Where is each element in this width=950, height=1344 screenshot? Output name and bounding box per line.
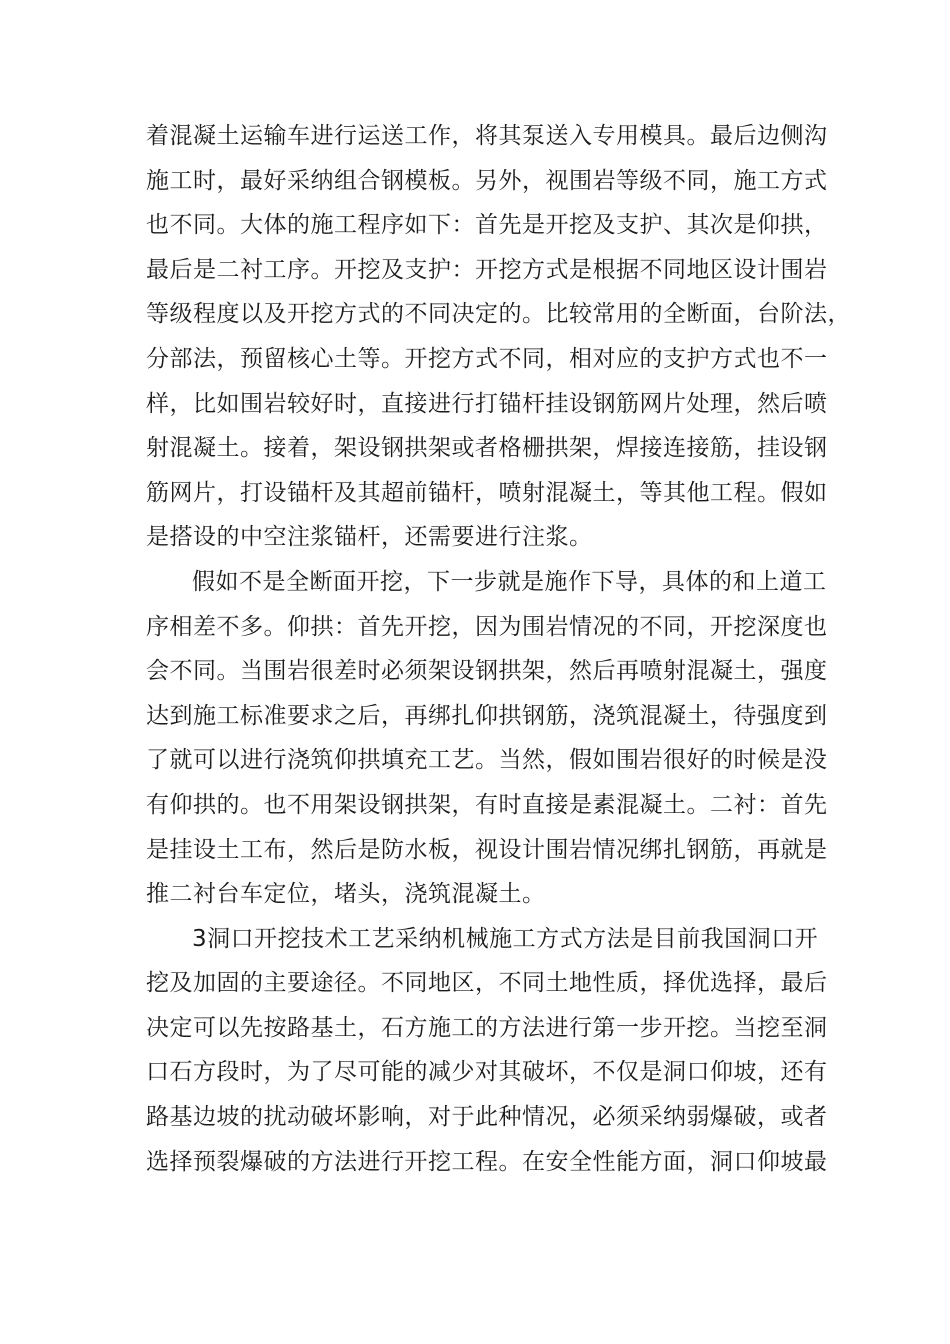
text-line: 是挂设土工布，然后是防水板，视设计围岩情况绑扎钢筋，再就是: [146, 836, 828, 863]
paragraph-3: [146, 917, 826, 1185]
text-line: 有仰拱的。也不用架设钢拱架，有时直接是素混凝土。二衬：首先: [146, 791, 828, 818]
text-line: 筋网片，打设锚杆及其超前锚杆，喷射混凝土，等其他工程。假如: [146, 479, 828, 506]
text-line: 达到施工标准要求之后，再绑扎仰拱钢筋，浇筑混凝土，待强度到: [146, 702, 828, 729]
text-line: 分部法，预留核心土等。开挖方式不同，相对应的支护方式也不一: [146, 345, 828, 372]
text-line: 序相差不多。仰拱：首先开挖，因为围岩情况的不同，开挖深度也: [146, 613, 828, 640]
text-line: 假如不是全断面开挖，下一步就是施作下导，具体的和上道工: [192, 568, 827, 595]
text-line: 也不同。大体的施工程序如下：首先是开挖及支护、其次是仰拱，: [146, 212, 828, 239]
paragraph-1: [146, 114, 851, 560]
text-line: 最后是二衬工序。开挖及支护：开挖方式是根据不同地区设计围岩: [146, 256, 828, 283]
text-line: 施工时，最好采纳组合钢模板。另外，视围岩等级不同，施工方式: [146, 167, 828, 194]
text-line: 3洞口开挖技术工艺采纳机械施工方式方法是目前我国洞口开: [192, 925, 819, 952]
text-line: 样，比如围岩较好时，直接进行打锚杆挂设钢筋网片处理，然后喷: [146, 390, 828, 417]
text-line: 选择预裂爆破的方法进行开挖工程。在安全性能方面，洞口仰坡最: [146, 1148, 828, 1175]
text-line: 着混凝土运输车进行运送工作，将其泵送入专用模具。最后边侧沟: [146, 123, 828, 149]
text-line: 挖及加固的主要途径。不同地区，不同土地性质，择优选择，最后: [146, 970, 828, 997]
text-line: 口石方段时，为了尽可能的减少对其破坏，不仅是洞口仰坡，还有: [146, 1059, 828, 1086]
text-line: 是搭设的中空注浆锚杆，还需要进行注浆。: [146, 524, 593, 551]
text-line: 会不同。当围岩很差时必须架设钢拱架，然后再喷射混凝土，强度: [146, 658, 828, 685]
text-line: 了就可以进行浇筑仰拱填充工艺。当然，假如围岩很好的时候是没: [146, 747, 828, 774]
paragraph-2: [146, 560, 826, 917]
text-line: 射混凝土。接着，架设钢拱架或者格栅拱架，焊接连接筋，挂设钢: [146, 435, 828, 462]
text-line: 路基边坡的扰动破坏影响，对于此种情况，必须采纳弱爆破，或者: [146, 1104, 828, 1131]
text-line: 等级程度以及开挖方式的不同决定的。比较常用的全断面，台阶法，: [146, 301, 851, 328]
text-line: 决定可以先按路基土，石方施工的方法进行第一步开挖。当挖至洞: [146, 1014, 828, 1041]
text-line: 推二衬台车定位，堵头，浇筑混凝土。: [146, 881, 546, 908]
body-text: [146, 114, 851, 1184]
